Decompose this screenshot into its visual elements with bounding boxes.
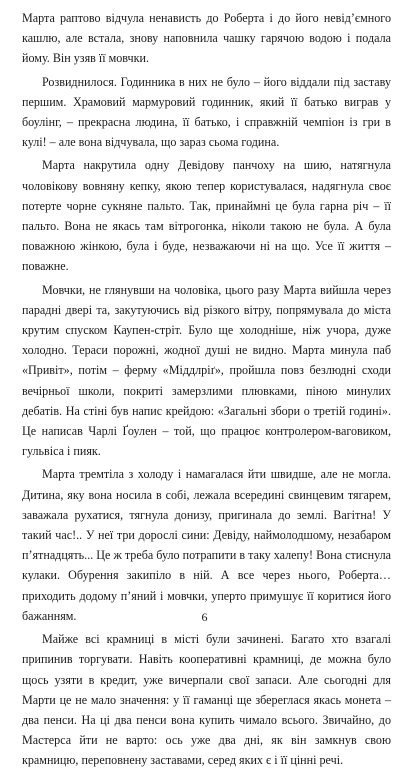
body-text — [22, 8, 391, 774]
paragraph: Марта тремтіла з холоду і намагалася йти швидше, але не могла. Дитина, яку вона носила в собі, лежала всередині свинцевим тягарем, заважала рухатися, тягнула донизу, пригинала до землі. Вагітна! У такий час!.. У неї три дорослі сини: Девіду, наймолодшому, незабаром пʼятнадцять... Це ж треба було потрапити в таку халепу! Вона стиснула кулаки. Обурення закипіло в ній. А все через нього, Роберта… приходить додому пʼяний і мовчки, уперто примушує її коритися його бажанням. — [22, 467, 391, 623]
paragraph: Марта раптово відчула ненависть до Роберта і до його невідʼємного кашлю, але встала, знову наповнила чашку гарячою водою і подала йому. Він узяв її мовчки. — [22, 11, 391, 66]
paragraph: Марта накрутила одну Девідову панчоху на шию, натягнула чоловікову вовняну кепку, якою тепер користувалася, надягнула своє потерте чорне сукняне пальто. Так, принаймні це була гарна річ – її пальто. Вона не якась там вітрогонка, ніколи такою не була. А була поважною жінкою, була і буде, незважаючи ні на що. Усе її життя – поважне. — [22, 158, 391, 274]
paragraph: Розвиднилося. Годинника в них не було – його віддали під заставу першим. Храмовий мармуровий годинник, який її батько виграв у боулінг, – прекрасна людина, її батько, і справжній чемпіон із гри в кулі! – але вона відчувала, що зараз сьома година. — [22, 74, 391, 150]
paragraph: Майже всі крамниці в місті були зачинені. Багато хто взагалі припинив торгувати. Навіть кооперативні крамниці, де можна було щось узяти в кредит, уже вичерпали свої запаси. Але сьогодні для Марти це не мало значення: у її гаманці ще збереглася якась монета – два пенси. На ці два пенси вона купить чимало всього. Звичайно, до Мастерса йти не варто: ось уже два дні, як він замкнув свою крамницю, переповнену заставами, серед яких є і її цінні речі. — [22, 632, 391, 768]
paragraph: Мовчки, не глянувши на чоловіка, цього разу Марта вийшла через парадні двері та, закутуючись від різкого вітру, попрямувала до міста крутим спуском Каупен-стріт. Було ще холодніше, ніж учора, дуже холодно. Тераси порожні, жодної душі не видно. Марта минула паб «Привіт», потім – ферму «Міддлріґ», пройшла повз безлюдні сходи вечірньої школи, покриті замерзлими плювками, піною минулих дебатів. На стіні був напис крейдою: «Загальні збори о третій годині». Це написав Чарлі Ґоулен – той, що працює контролером-ваговиком, гульвіса і пияк. — [22, 282, 391, 459]
page-number: 6 — [201, 610, 208, 624]
